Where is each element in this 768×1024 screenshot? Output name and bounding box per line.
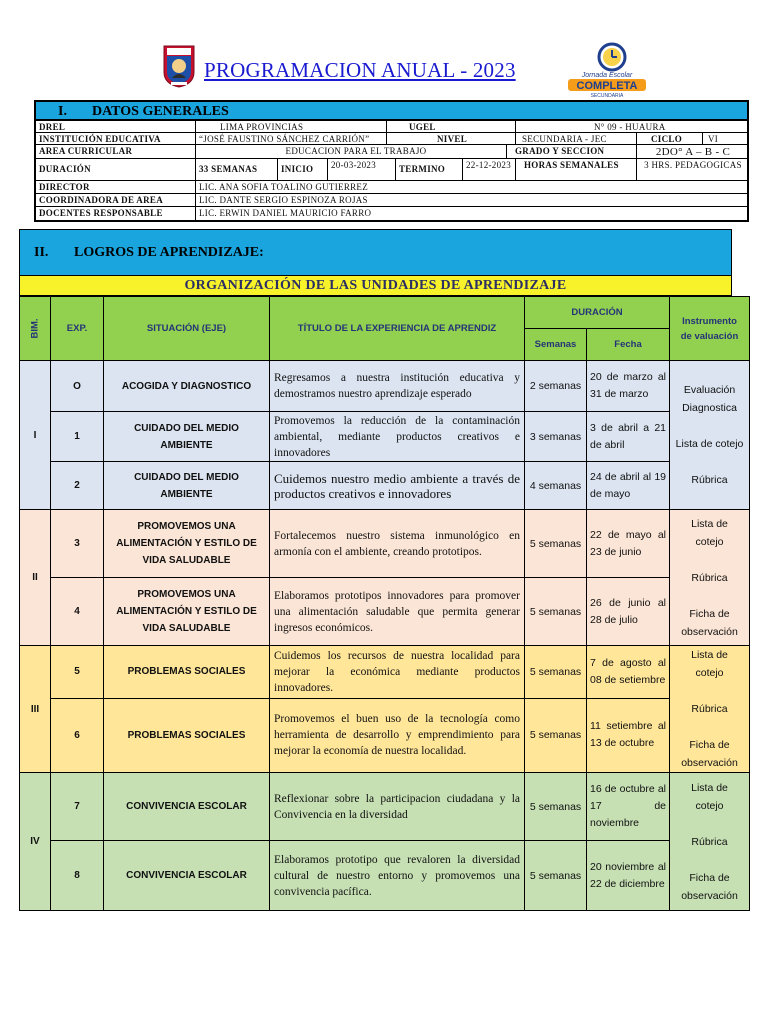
- table-row: [20, 698, 750, 772]
- fecha-cell: 20 de marzo al 31 de marzo: [587, 361, 670, 412]
- col-bim-label: BIM.: [29, 318, 41, 339]
- col-exp: EXP.: [51, 297, 104, 361]
- fecha-cell: 22 de mayo al 23 de junio: [587, 510, 670, 578]
- instrumento-item: Lista de cotejo: [691, 517, 728, 548]
- titulo-cell: Fortalecemos nuestro sistema inmunológico en armonía con el ambiente, creando prototipos.: [270, 510, 525, 578]
- situacion-cell: ACOGIDA Y DIAGNOSTICO: [104, 361, 270, 412]
- fecha-cell: 26 de junio al 28 de julio: [587, 578, 670, 646]
- ciclo-value: VI: [708, 134, 719, 144]
- exp-number: O: [51, 361, 104, 412]
- titulo-cell: Cuidemos nuestro medio ambiente a través de productos creativos e innovadores: [270, 462, 525, 510]
- datos-generales-table: [34, 100, 749, 222]
- fecha-cell: 11 setiembre al 13 de octubre: [587, 698, 670, 772]
- bimestre-label: I: [20, 361, 51, 510]
- termino-label: TERMINO: [396, 159, 463, 180]
- table-row: [20, 773, 750, 841]
- instrumentos-cell: [670, 510, 750, 646]
- instrumento-item: Ficha de observación: [681, 739, 738, 769]
- col-bim: [20, 297, 51, 361]
- row-area: [36, 145, 747, 159]
- situacion-cell: PROMOVEMOS UNA ALIMENTACIÓN Y ESTILO DE VIDA SALUDABLE: [104, 578, 270, 646]
- drel-value: LIMA PROVINCIAS: [196, 121, 387, 132]
- document-title: PROGRAMACION ANUAL - 2023: [204, 58, 516, 82]
- instrumento-item: Lista de cotejo: [691, 781, 728, 812]
- semanas-cell: 5 semanas: [525, 510, 587, 578]
- instrumento-item: Rúbrica: [691, 835, 728, 848]
- fecha-cell: 24 de abril al 19 de mayo: [587, 462, 670, 510]
- nivel-label: NIVEL: [387, 133, 516, 144]
- situacion-cell: CONVIVENCIA ESCOLAR: [104, 841, 270, 911]
- fecha-cell: 7 de agosto al 08 de setiembre: [587, 646, 670, 699]
- logros-section-header: [19, 229, 732, 276]
- nivel-value: SECUNDARIA - JEC: [516, 133, 637, 144]
- institucion-value: “JOSÉ FAUSTINO SÁNCHEZ CARRIÓN”: [196, 133, 387, 144]
- school-crest-icon: [162, 44, 196, 88]
- situacion-cell: CONVIVENCIA ESCOLAR: [104, 773, 270, 841]
- semanas-cell: 5 semanas: [525, 578, 587, 646]
- titulo-cell: Regresamos a nuestra institución educativa y demostramos nuestro aprendizaje esperado: [270, 361, 525, 412]
- row-duracion: [36, 159, 747, 181]
- titulo-cell: Reflexionar sobre la participacion ciudadana y la Convivencia en la diversidad: [270, 773, 525, 841]
- instrumento-item: Rúbrica: [691, 703, 728, 715]
- coordinadora-value: LIC. DANTE SERGIO ESPINOZA ROJAS: [199, 195, 368, 205]
- col-situacion: SITUACIÓN (EJE): [104, 297, 270, 361]
- instrumento-item: Rúbrica: [691, 571, 728, 584]
- col-fecha: Fecha: [587, 329, 670, 361]
- semanas-cell: 5 semanas: [525, 841, 587, 911]
- document-header: [0, 40, 768, 96]
- situacion-cell: PROBLEMAS SOCIALES: [104, 646, 270, 699]
- svg-text:SECUNDARIA: SECUNDARIA: [590, 93, 624, 98]
- bimestre-label: IV: [20, 773, 51, 911]
- table-row: [20, 462, 750, 510]
- svg-text:Jornada Escolar: Jornada Escolar: [581, 72, 633, 79]
- drel-label: DREL: [36, 121, 196, 132]
- duracion-value: 33 SEMANAS: [196, 159, 278, 180]
- exp-number: 5: [51, 646, 104, 699]
- situacion-cell: CUIDADO DEL MEDIO AMBIENTE: [104, 462, 270, 510]
- grado-label: GRADO Y SECCION: [506, 145, 637, 158]
- institucion-label: INSTITUCIÓN EDUCATIVA: [36, 133, 196, 144]
- table-row: [20, 510, 750, 578]
- exp-number: 7: [51, 773, 104, 841]
- director-label: DIRECTOR: [36, 181, 196, 193]
- exp-number: 2: [51, 462, 104, 510]
- grado-value: 2DO° A – B - C: [655, 146, 731, 158]
- bimestre-label: III: [20, 646, 51, 773]
- docentes-label: DOCENTES RESPONSABLE: [36, 207, 196, 220]
- titulo-cell: Elaboramos prototipos innovadores para promover una alimentación saludable que permita generar ingresos económicos.: [270, 578, 525, 646]
- row-drel: [36, 121, 747, 133]
- col-duracion: DURACIÓN: [525, 297, 670, 329]
- horas-value: 3 HRS. PEDAGOGICAS: [644, 160, 742, 170]
- situacion-cell: PROBLEMAS SOCIALES: [104, 698, 270, 772]
- instrumento-item: Lista de cotejo: [675, 438, 744, 450]
- instrumento-item: Lista de cotejo: [691, 649, 728, 679]
- area-label: AREA CURRICULAR: [36, 145, 196, 158]
- row-institucion: [36, 133, 747, 145]
- table-row: [20, 578, 750, 646]
- semanas-cell: 3 semanas: [525, 412, 587, 462]
- fecha-cell: 3 de abril a 21 de abril: [587, 412, 670, 462]
- exp-number: 1: [51, 412, 104, 462]
- semanas-cell: 2 semanas: [525, 361, 587, 412]
- jornada-escolar-completa-logo: [566, 42, 648, 98]
- ciclo-label: CICLO: [637, 133, 703, 144]
- table-row: [20, 361, 750, 412]
- instrumentos-cell: [670, 361, 750, 510]
- col-titulo: TÍTULO DE LA EXPERIENCIA DE APRENDIZ: [270, 297, 525, 361]
- table-row: [20, 841, 750, 911]
- semanas-cell: 4 semanas: [525, 462, 587, 510]
- fecha-cell: 20 noviembre al 22 de diciembre: [587, 841, 670, 911]
- inicio-value: 20-03-2023: [328, 159, 396, 180]
- horas-label: HORAS SEMANALES: [516, 159, 637, 180]
- instrumento-item: Rúbrica: [691, 474, 728, 486]
- instrumentos-cell: [670, 646, 750, 773]
- table-row: [20, 412, 750, 462]
- director-value: LIC. ANA SOFIA TOALINO GUTIERREZ: [199, 182, 369, 192]
- row-director: [36, 181, 747, 194]
- svg-text:COMPLETA: COMPLETA: [576, 80, 638, 92]
- ugel-label: UGEL: [387, 121, 516, 132]
- termino-value: 22-12-2023: [463, 159, 516, 180]
- area-value: EDUCACION PARA EL TRABAJO: [285, 146, 427, 156]
- row-docentes: [36, 207, 747, 220]
- exp-number: 8: [51, 841, 104, 911]
- unidades-table: [19, 296, 750, 911]
- organizacion-title: ORGANIZACIÓN DE LAS UNIDADES DE APRENDIZAJE: [19, 276, 732, 296]
- datos-generales-header: [36, 102, 747, 121]
- coordinadora-label: COORDINADORA DE AREA: [36, 194, 196, 206]
- titulo-cell: Elaboramos prototipo que revaloren la diversidad cultural de nuestro entorno y promovemos una convivencia pacífica.: [270, 841, 525, 911]
- instrumentos-cell: [670, 773, 750, 911]
- logros-number: II.: [34, 245, 49, 260]
- exp-number: 6: [51, 698, 104, 772]
- instrumento-item: Evaluación Diagnostica: [682, 384, 737, 414]
- col-semanas: Semanas: [525, 329, 587, 361]
- exp-number: 4: [51, 578, 104, 646]
- situacion-cell: CUIDADO DEL MEDIO AMBIENTE: [104, 412, 270, 462]
- section-number: I.: [58, 104, 67, 119]
- fecha-cell: 16 de octubre al 17 de noviembre: [587, 773, 670, 841]
- titulo-cell: Promovemos el buen uso de la tecnología como herramienta de desarrollo y emprendimiento para mejorar la economía de nuestra localidad.: [270, 698, 525, 772]
- instrumento-item: Ficha de observación: [681, 871, 738, 902]
- instrumento-item: Ficha de observación: [681, 607, 738, 638]
- section-title: DATOS GENERALES: [92, 104, 229, 119]
- semanas-cell: 5 semanas: [525, 698, 587, 772]
- exp-number: 3: [51, 510, 104, 578]
- docentes-value: LIC. ERWIN DANIEL MAURICIO FARRO: [199, 208, 372, 218]
- semanas-cell: 5 semanas: [525, 773, 587, 841]
- titulo-cell: Promovemos la reducción de la contaminación ambiental, mediante productos creativos e innovadores: [270, 412, 525, 462]
- titulo-cell: Cuidemos los recursos de nuestra localidad para mejorar la económica mediante productos innovadores.: [270, 646, 525, 699]
- row-coordinadora: [36, 194, 747, 207]
- duracion-label: DURACIÓN: [36, 159, 196, 180]
- bimestre-label: II: [20, 510, 51, 646]
- logros-title: LOGROS DE APRENDIZAJE:: [74, 245, 264, 260]
- ugel-value: N° 09 - HUAURA: [594, 122, 666, 132]
- semanas-cell: 5 semanas: [525, 646, 587, 699]
- col-instrumento: Instrumento de valuación: [670, 297, 750, 361]
- inicio-label: INICIO: [278, 159, 328, 180]
- table-row: [20, 646, 750, 699]
- situacion-cell: PROMOVEMOS UNA ALIMENTACIÓN Y ESTILO DE VIDA SALUDABLE: [104, 510, 270, 578]
